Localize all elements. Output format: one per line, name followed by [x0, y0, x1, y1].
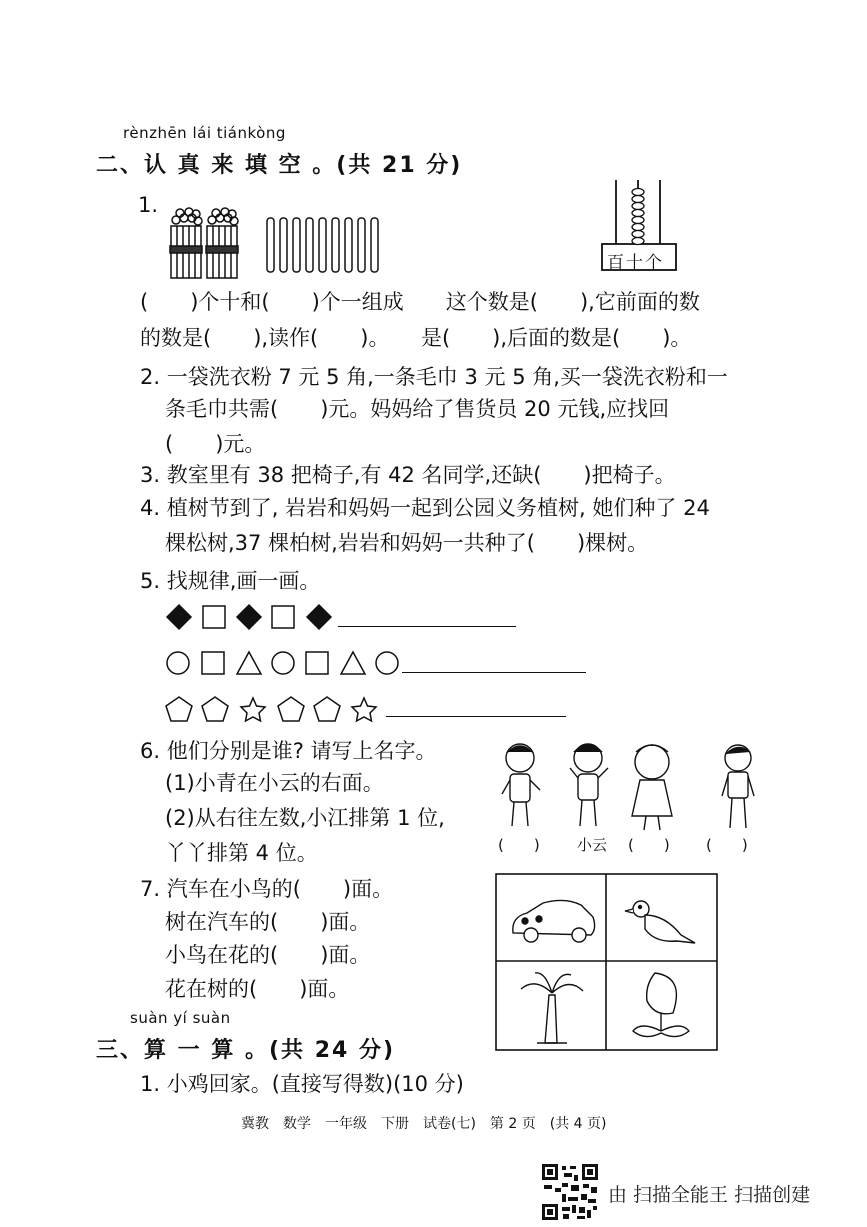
q3-line1: 3. 教室里有 38 把椅子,有 42 名同学,还缺( )把椅子。 — [140, 463, 676, 487]
palm-tree-icon — [521, 973, 583, 1043]
q2-line3: ( )元。 — [165, 432, 266, 456]
section3-pinyin: suàn yí suàn — [130, 1009, 231, 1027]
q6-label-3[interactable]: ( ) — [628, 836, 670, 854]
qr-code-icon — [541, 1163, 599, 1221]
section2-pinyin: rènzhēn lái tiánkòng — [123, 124, 286, 142]
pattern-answer-line-1[interactable] — [338, 626, 516, 627]
q1-line2: 的数是( ),读作( )。 是( ),后面的数是( )。 — [140, 326, 692, 350]
q6-line2: (1)小青在小云的右面。 — [165, 771, 384, 795]
car-icon — [513, 900, 595, 942]
bundles-of-ten-icon — [168, 208, 243, 280]
q7-line1: 7. 汽车在小鸟的( )面。 — [140, 877, 394, 901]
q1-line1: ( )个十和( )个一组成 这个数是( ),它前面的数 — [140, 290, 700, 314]
pattern-answer-line-3[interactable] — [386, 716, 566, 717]
q4-line1: 4. 植树节到了, 岩岩和妈妈一起到公园义务植树, 她们种了 24 — [140, 496, 710, 520]
q4-line2: 棵松树,37 棵柏树,岩岩和妈妈一共种了( )棵树。 — [165, 531, 649, 555]
q6-label-4[interactable]: ( ) — [706, 836, 748, 854]
bird-icon — [625, 901, 695, 943]
q2-line2: 条毛巾共需( )元。妈妈给了售货员 20 元钱,应找回 — [165, 397, 670, 421]
q6-line4: 丫丫排第 4 位。 — [165, 841, 318, 865]
q7-line2: 树在汽车的( )面。 — [165, 910, 371, 934]
pattern-answer-line-2[interactable] — [402, 672, 586, 673]
pattern-row-pentagons-stars — [165, 694, 380, 724]
scanner-watermark: 由 扫描全能王 扫描创建 — [608, 1184, 811, 1206]
position-grid — [495, 873, 718, 1051]
section3-q1: 1. 小鸡回家。(直接写得数)(10 分) — [140, 1072, 464, 1096]
q2-line1: 2. 一袋洗衣粉 7 元 5 角,一条毛巾 3 元 5 角,买一袋洗衣粉和一 — [140, 365, 728, 389]
pattern-row-circles-squares-triangles — [165, 648, 405, 678]
q1-number: 1. — [138, 193, 159, 217]
children-figures-icon — [500, 738, 770, 834]
page-footer: 冀教 数学 一年级 下册 试卷(七) 第 2 页 (共 4 页) — [241, 1116, 607, 1132]
single-sticks-icon — [265, 216, 380, 274]
section3-title: 三、算 一 算 。(共 24 分) — [96, 1038, 396, 1063]
q7-line4: 花在树的( )面。 — [165, 977, 350, 1001]
abacus-label: 百十个 — [607, 253, 664, 273]
pattern-row-diamonds-squares — [165, 602, 335, 632]
q6-line1: 6. 他们分别是谁? 请写上名字。 — [140, 739, 437, 763]
q6-label-1[interactable]: ( ) — [498, 836, 540, 854]
q6-label-xiaoyun: 小云 — [577, 836, 608, 854]
section2-title: 二、认 真 来 填 空 。(共 21 分) — [96, 153, 463, 178]
flower-icon — [633, 973, 689, 1037]
q6-line3: (2)从右往左数,小江排第 1 位, — [165, 806, 445, 830]
q5-line1: 5. 找规律,画一画。 — [140, 569, 321, 593]
q7-line3: 小鸟在花的( )面。 — [165, 943, 371, 967]
